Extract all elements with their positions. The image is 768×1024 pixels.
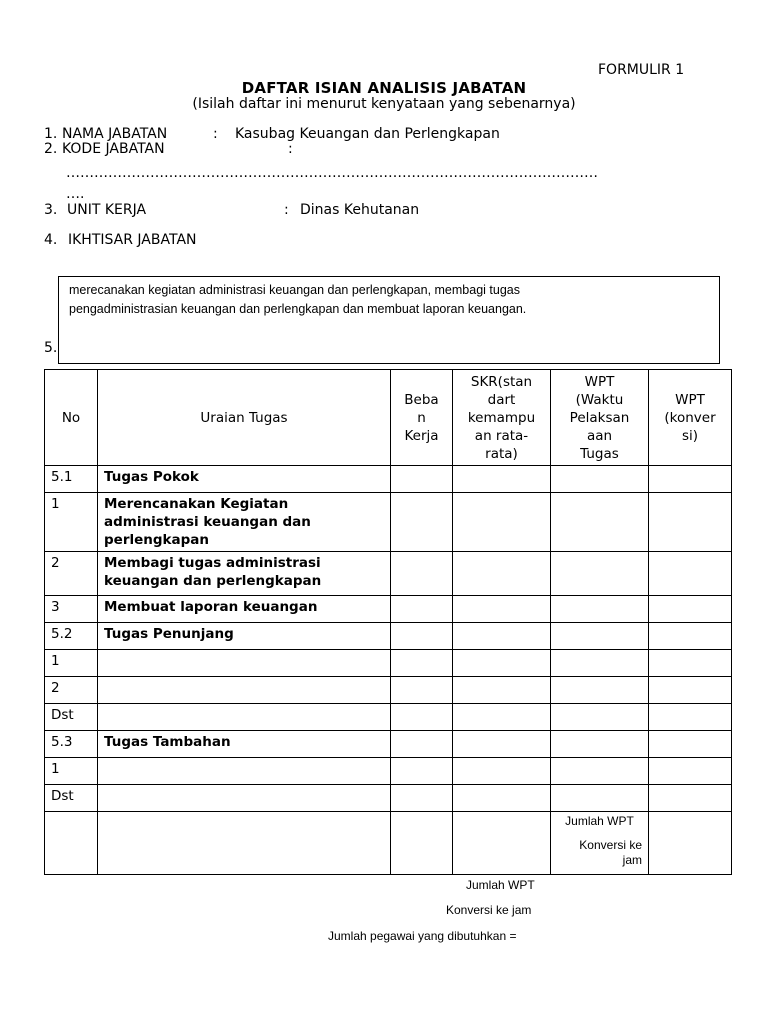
row-empty-cell (391, 650, 453, 677)
row-uraian (98, 785, 391, 812)
summary-jumlah-wpt: Jumlah WPT (565, 814, 634, 828)
row-empty-cell (551, 552, 649, 596)
row-uraian-line: Merencanakan Kegiatan (104, 496, 289, 512)
table-row (45, 785, 732, 812)
dotted-line: …………………………………………………………………………………………………… (66, 165, 598, 181)
row-number: Dst (45, 704, 98, 731)
form-label: FORMULIR 1 (598, 62, 685, 78)
row-empty-cell (649, 493, 732, 552)
dotted-line-end: …. (66, 186, 85, 202)
field-2-number: 2. (44, 141, 58, 157)
row-empty-cell (649, 758, 732, 785)
row-empty-cell (453, 596, 551, 623)
row-uraian (98, 493, 391, 552)
field-unit-kerja-value: Dinas Kehutanan (300, 202, 420, 218)
row-uraian (98, 677, 391, 704)
header-wpt-konversi: WPT (konver si) (649, 370, 732, 466)
table-row (45, 704, 732, 731)
row-empty-cell (649, 552, 732, 596)
row-empty-cell (453, 731, 551, 758)
row-empty-cell (551, 758, 649, 785)
row-uraian (98, 758, 391, 785)
field-kode-jabatan-label: KODE JABATAN (62, 141, 165, 157)
row-empty-cell (391, 785, 453, 812)
row-empty-cell (551, 785, 649, 812)
row-empty-cell (391, 623, 453, 650)
table-row (45, 731, 732, 758)
table-row (45, 650, 732, 677)
field-2-colon: : (288, 141, 293, 157)
row-empty-cell (453, 758, 551, 785)
row-empty-cell (391, 677, 453, 704)
row-number: 3 (45, 596, 98, 623)
row-empty-cell (649, 650, 732, 677)
row-number: 2 (45, 677, 98, 704)
row-uraian-line: administrasi keuangan dan (104, 514, 311, 530)
row-number: Dst (45, 785, 98, 812)
row-empty-cell (649, 731, 732, 758)
field-3-number: 3. (44, 202, 58, 218)
row-number: 5.3 (45, 731, 98, 758)
row-uraian (98, 704, 391, 731)
row-number: 5.2 (45, 623, 98, 650)
summary-cell (551, 812, 649, 875)
row-empty-cell (453, 493, 551, 552)
row-empty-cell (453, 552, 551, 596)
header-no: No (45, 370, 98, 466)
row-uraian (98, 623, 391, 650)
row-empty-cell (551, 704, 649, 731)
row-uraian-line: Membagi tugas administrasi (104, 555, 321, 571)
row-number: 2 (45, 552, 98, 596)
header-wpt: WPT (Waktu Pelaksan aan Tugas (551, 370, 649, 466)
summary-konversi-1: Konversi ke (579, 838, 642, 852)
summary-konversi-2: jam (622, 853, 642, 867)
row-uraian (98, 731, 391, 758)
row-empty-cell (551, 623, 649, 650)
row-empty-cell (391, 596, 453, 623)
row-uraian-line: Tugas Penunjang (104, 626, 234, 642)
row-uraian-line: perlengkapan (104, 532, 210, 548)
row-uraian-line: keuangan dan perlengkapan (104, 573, 322, 589)
field-1-colon: : (213, 126, 218, 142)
row-empty-cell (551, 677, 649, 704)
row-number: 1 (45, 650, 98, 677)
page-subtitle: (Isilah daftar ini menurut kenyataan yang sebenarnya) (192, 96, 576, 112)
field-5-number: 5. (44, 340, 58, 356)
row-empty-cell (649, 704, 732, 731)
row-empty-cell (453, 785, 551, 812)
row-uraian-line: Membuat laporan keuangan (104, 599, 318, 615)
row-empty-cell (551, 731, 649, 758)
row-number: 1 (45, 493, 98, 552)
ikhtisar-line-2: pengadministrasian keuangan dan perlengkapan dan membuat laporan keuangan. (69, 302, 527, 316)
row-empty-cell (649, 785, 732, 812)
table-row (45, 758, 732, 785)
row-empty-cell (453, 623, 551, 650)
field-1-number: 1. (44, 126, 58, 142)
field-nama-jabatan-label: NAMA JABATAN (62, 126, 168, 142)
row-uraian-line: Tugas Tambahan (104, 734, 231, 750)
row-empty-cell (391, 758, 453, 785)
field-ikhtisar-label: IKHTISAR JABATAN (68, 232, 197, 248)
ikhtisar-jabatan-box (58, 276, 720, 364)
row-empty-cell (391, 466, 453, 493)
row-empty-cell (391, 731, 453, 758)
header-skr: SKR(stan dart kemampu an rata- rata) (453, 370, 551, 466)
row-empty-cell (551, 650, 649, 677)
table-row (45, 623, 732, 650)
row-empty-cell (391, 704, 453, 731)
row-empty-cell (391, 493, 453, 552)
uraian-tugas-table (44, 369, 732, 875)
table-row (45, 493, 732, 552)
table-row (45, 552, 732, 596)
footer-jumlah-wpt: Jumlah WPT (466, 878, 535, 892)
row-empty-cell (453, 650, 551, 677)
field-3-colon: : (284, 202, 289, 218)
table-header-row (45, 370, 732, 466)
field-unit-kerja-label: UNIT KERJA (67, 202, 147, 218)
row-empty-cell (453, 704, 551, 731)
row-empty-cell (453, 677, 551, 704)
row-empty-cell (551, 493, 649, 552)
footer-konversi: Konversi ke jam (446, 903, 532, 917)
field-4-number: 4. (44, 232, 58, 248)
row-empty-cell (649, 677, 732, 704)
row-uraian (98, 552, 391, 596)
table-row (45, 466, 732, 493)
field-nama-jabatan-value: Kasubag Keuangan dan Perlengkapan (235, 126, 500, 142)
row-uraian (98, 650, 391, 677)
ikhtisar-line-1: merecanakan kegiatan administrasi keuangan dan perlengkapan, membagi tugas (69, 283, 520, 297)
footer-jumlah-pegawai: Jumlah pegawai yang dibutuhkan = (328, 929, 517, 943)
header-beban-kerja: Beba n Kerja (391, 370, 453, 466)
row-uraian (98, 596, 391, 623)
row-empty-cell (649, 596, 732, 623)
table-row (45, 596, 732, 623)
row-empty-cell (649, 623, 732, 650)
page-title: DAFTAR ISIAN ANALISIS JABATAN (241, 79, 527, 97)
table-row (45, 677, 732, 704)
table-summary-row (45, 812, 732, 875)
row-empty-cell (551, 466, 649, 493)
row-number: 1 (45, 758, 98, 785)
row-empty-cell (391, 552, 453, 596)
row-empty-cell (649, 466, 732, 493)
row-empty-cell (453, 466, 551, 493)
row-number: 5.1 (45, 466, 98, 493)
row-uraian (98, 466, 391, 493)
header-uraian-tugas: Uraian Tugas (98, 370, 391, 466)
row-empty-cell (551, 596, 649, 623)
row-uraian-line: Tugas Pokok (104, 469, 199, 485)
